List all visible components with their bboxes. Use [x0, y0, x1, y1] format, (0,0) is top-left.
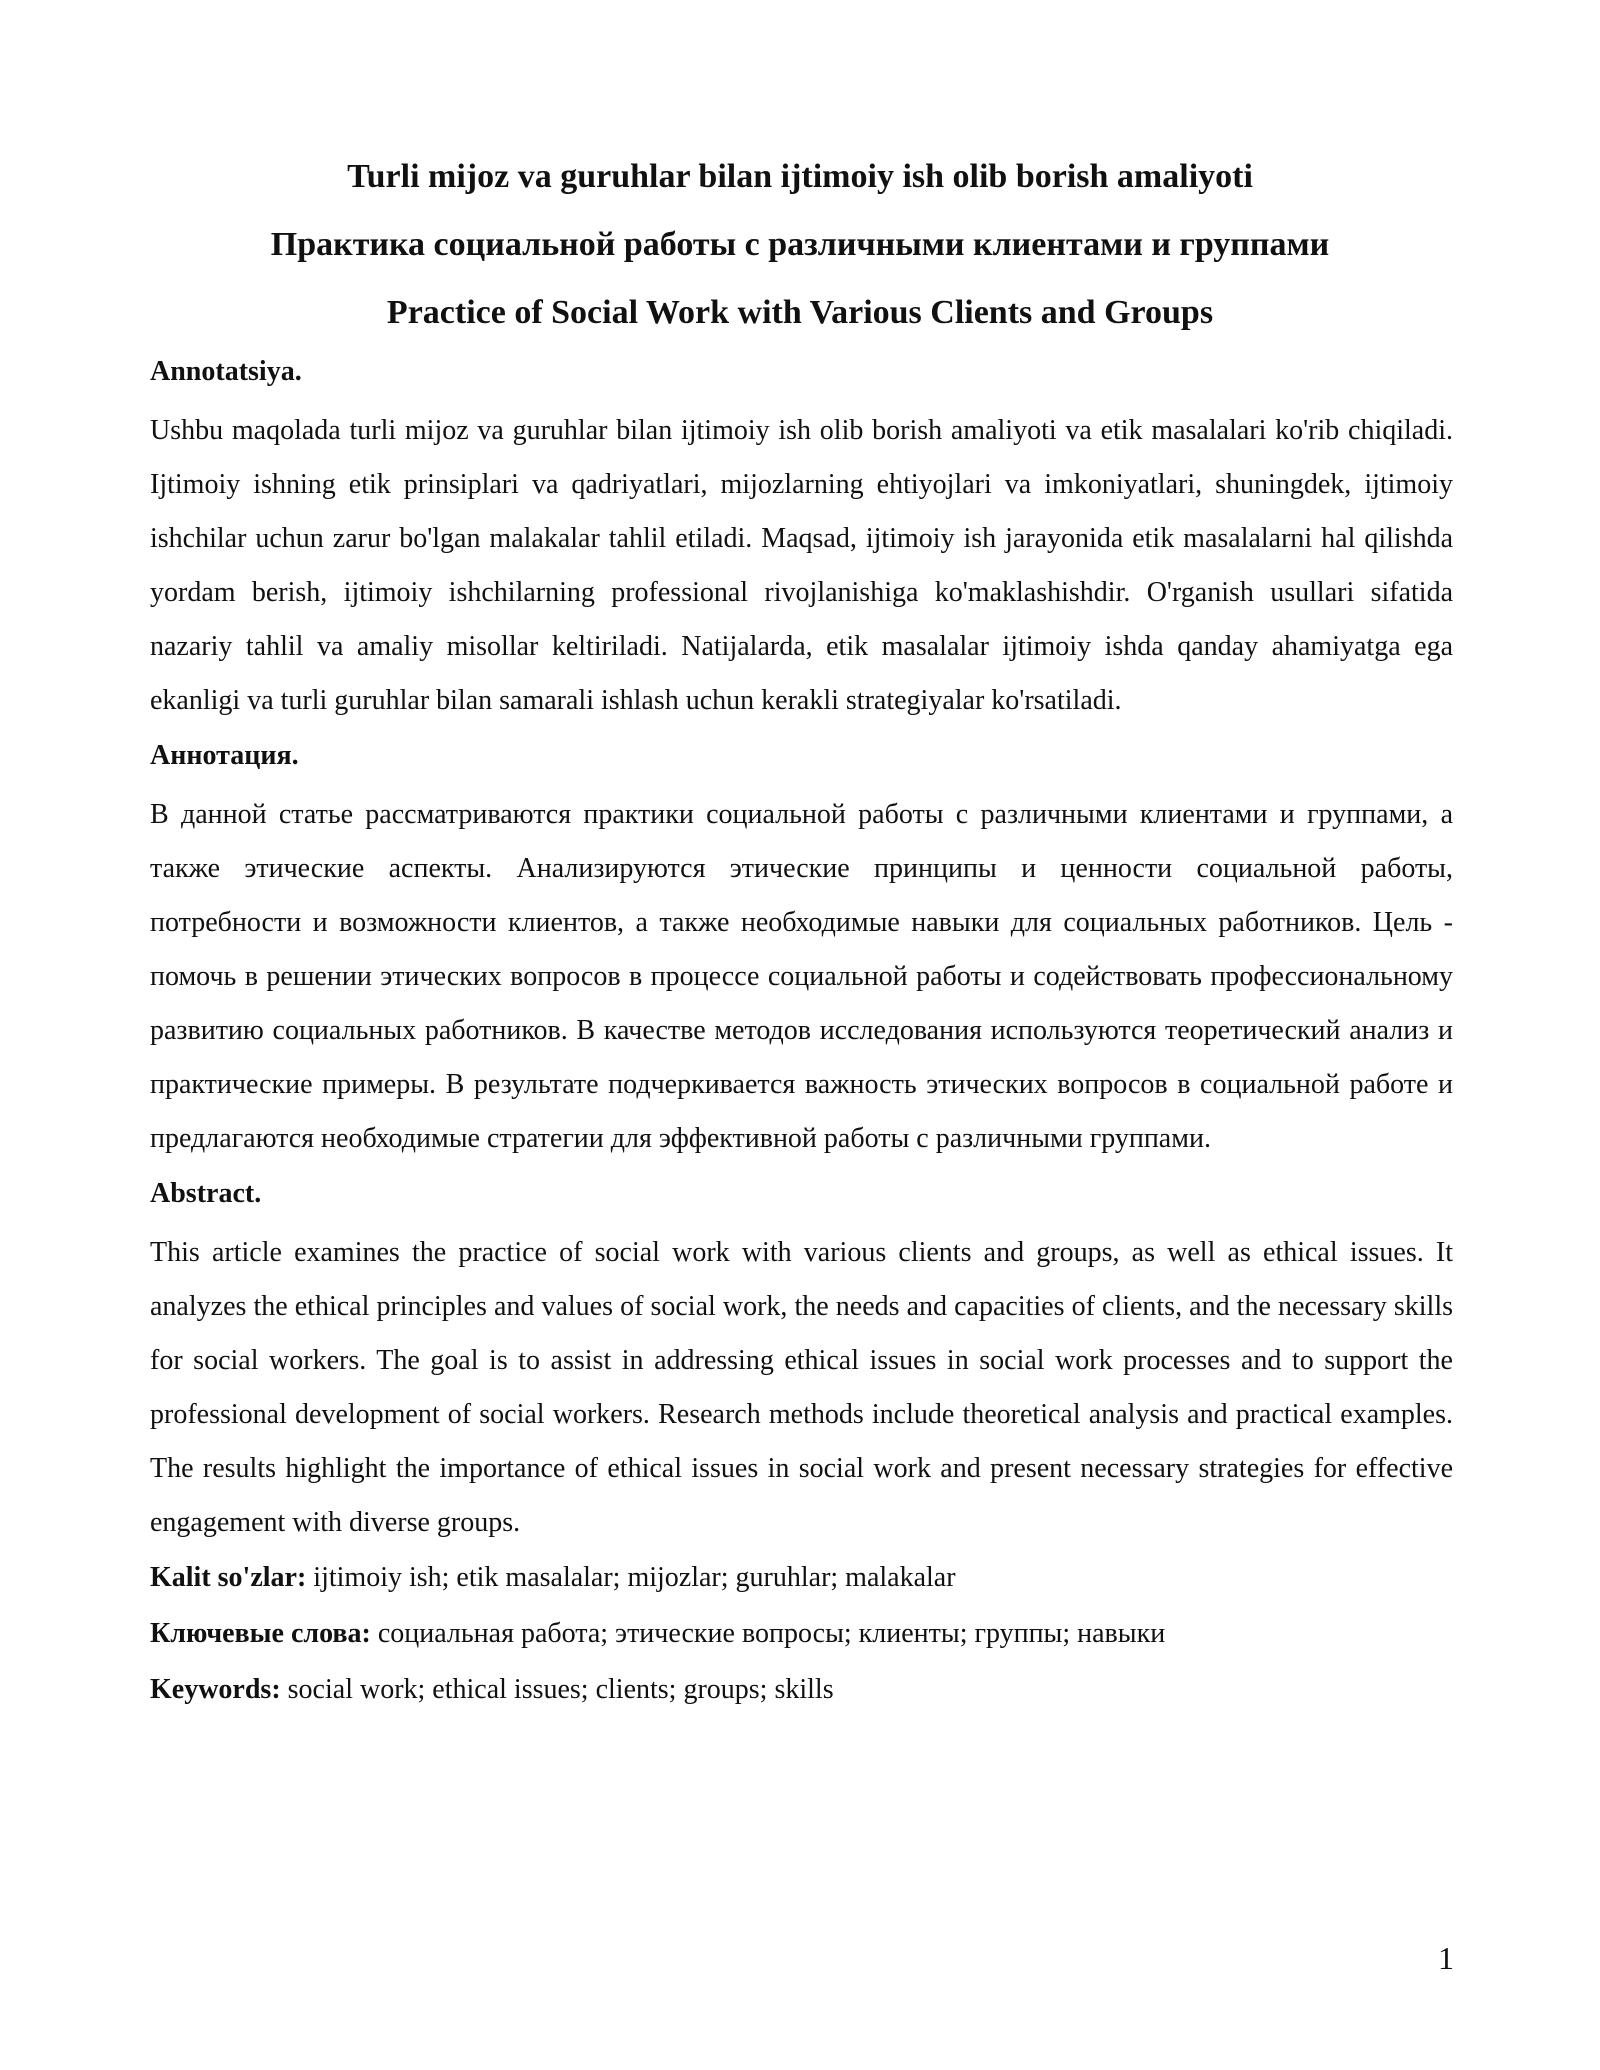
title-russian: Практика социальной работы с различными клиентами и группами	[270, 226, 1330, 263]
keywords-label-uzbek: Kalit so'zlar:	[150, 1562, 307, 1593]
keywords-label-russian: Ключевые слова:	[150, 1618, 371, 1649]
title-uzbek: Turli mijoz va guruhlar bilan ijtimoiy ish olib borish amaliyoti	[347, 158, 1253, 195]
page-number: 1	[1438, 1940, 1454, 1976]
abstract-text-russian: В данной статье рассматриваются практики социальной работы с различными клиентами и группами, а также этические аспекты. Анализируются этические принципы и ценности социальной работы, потребности и возможности клиентов, а также необходимые навыки для социальных работников. Цель - помочь в решении этических вопросов в процессе социальной работы и содействовать профессиональному развитию социальных работников. В качестве методов исследования используются теоретический анализ и практические примеры. В результате подчеркивается важность этических вопросов в социальной работе и предлагаются необходимые стратегии для эффективной работы с различными группами.	[150, 799, 1453, 1154]
keywords-uzbek	[150, 1558, 1453, 1598]
title-block	[150, 143, 1450, 347]
abstract-content	[150, 352, 1453, 1726]
keywords-label-english: Keywords:	[150, 1674, 281, 1705]
abstract-heading-english: Abstract.	[150, 1178, 262, 1209]
title-english: Practice of Social Work with Various Clients and Groups	[386, 294, 1214, 331]
abstract-text-uzbek: Ushbu maqolada turli mijoz va guruhlar bilan ijtimoiy ish olib borish amaliyoti va etik masalalari ko'rib chiqiladi. Ijtimoiy ishning etik prinsiplari va qadriyatlari, mijozlarning ehtiyojlari va imkoniyatlari, shuningdek, ijtimoiy ishchilar uchun zarur bo'lgan malakalar tahlil etiladi. Maqsad, ijtimoiy ish jarayonida etik masalalarni hal qilishda yordam berish, ijtimoiy ishchilarning professional rivojlanishiga ko'maklashishdir. O'rganish usullari sifatida nazariy tahlil va amaliy misollar keltiriladi. Natijalarda, etik masalalar ijtimoiy ishda qanday ahamiyatga ega ekanligi va turli guruhlar bilan samarali ishlash uchun kerakli strategiyalar ko'rsatiladi.	[150, 415, 1453, 716]
keywords-russian	[150, 1614, 1453, 1654]
abstract-heading-russian: Аннотация.	[150, 740, 299, 771]
keywords-value-russian: социальная работа; этические вопросы; клиенты; группы; навыки	[370, 1618, 1166, 1649]
keywords-value-english: social work; ethical issues; clients; groups; skills	[280, 1674, 834, 1705]
keywords-value-uzbek: ijtimoiy ish; etik masalalar; mijozlar; guruhlar; malakalar	[306, 1562, 956, 1593]
abstract-text-english: This article examines the practice of social work with various clients and groups, as well as ethical issues. It analyzes the ethical principles and values of social work, the needs and capacities of clients, and the necessary skills for social workers. The goal is to assist in addressing ethical issues in social work processes and to support the professional development of social workers. Research methods include theoretical analysis and practical examples. The results highlight the importance of ethical issues in social work and present necessary strategies for effective engagement with diverse groups.	[150, 1237, 1453, 1538]
abstract-heading-uzbek: Annotatsiya.	[150, 356, 302, 387]
keywords-english	[150, 1670, 1453, 1710]
